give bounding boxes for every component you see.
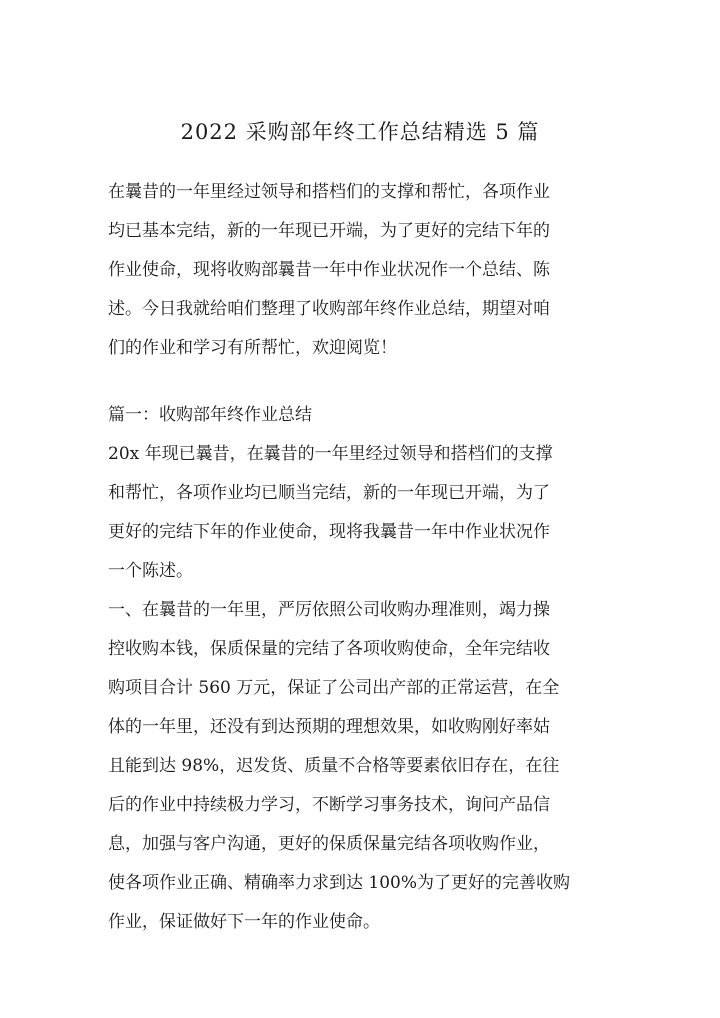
text-line: 体的一年里，还没有到达预期的理想效果，如收购刚好率姑 — [108, 717, 550, 737]
text-line: 控收购本钱，保质保量的完结了各项收购使命，全年完结收 — [108, 639, 550, 659]
text-line: 购项目合计 560 万元，保证了公司出产部的正常运营，在全 — [108, 678, 560, 698]
text-line: 在曩昔的一年里经过领导和搭档们的支撑和帮忙，各项作业 — [108, 182, 550, 202]
text-line: 更好的完结下年的作业使命，现将我曩昔一年中作业状况作 — [108, 522, 550, 542]
text-line: 息，加强与客户沟通，更好的保质保量完结各项收购作业， — [108, 834, 550, 854]
text-line: 后的作业中持续极力学习，不断学习事务技术，询问产品信 — [108, 795, 550, 815]
text-line: 一、在曩昔的一年里，严厉依照公司收购办理准则，竭力操 — [108, 600, 550, 620]
section-one — [108, 396, 616, 942]
text-line: 作业，保证做好下一年的作业使命。 — [108, 912, 380, 932]
section-heading: 篇一：收购部年终作业总结 — [108, 405, 312, 425]
text-line: 一个陈述。 — [108, 561, 193, 581]
intro-paragraph — [108, 173, 616, 368]
text-line: 述。今日我就给咱们整理了收购部年终作业总结，期望对咱 — [108, 299, 550, 319]
text-line: 们的作业和学习有所帮忙，欢迎阅览！ — [108, 338, 397, 358]
text-line: 均已基本完结，新的一年现已开端，为了更好的完结下年的 — [108, 221, 550, 241]
page-title: 2022 采购部年终工作总结精选 5 篇 — [180, 120, 540, 144]
text-line: 20x 年现已曩昔，在曩昔的一年里经过领导和搭档们的支撑 — [108, 444, 553, 464]
text-line: 且能到达 98%，迟发货、质量不合格等要素依旧存在，在往 — [108, 756, 560, 776]
text-line: 使各项作业正确、精确率力求到达 100%为了更好的完善收购 — [108, 873, 571, 893]
text-line: 作业使命，现将收购部曩昔一年中作业状况作一个总结、陈 — [108, 260, 550, 280]
text-line: 和帮忙，各项作业均已顺当完结，新的一年现已开端，为了 — [108, 483, 550, 503]
